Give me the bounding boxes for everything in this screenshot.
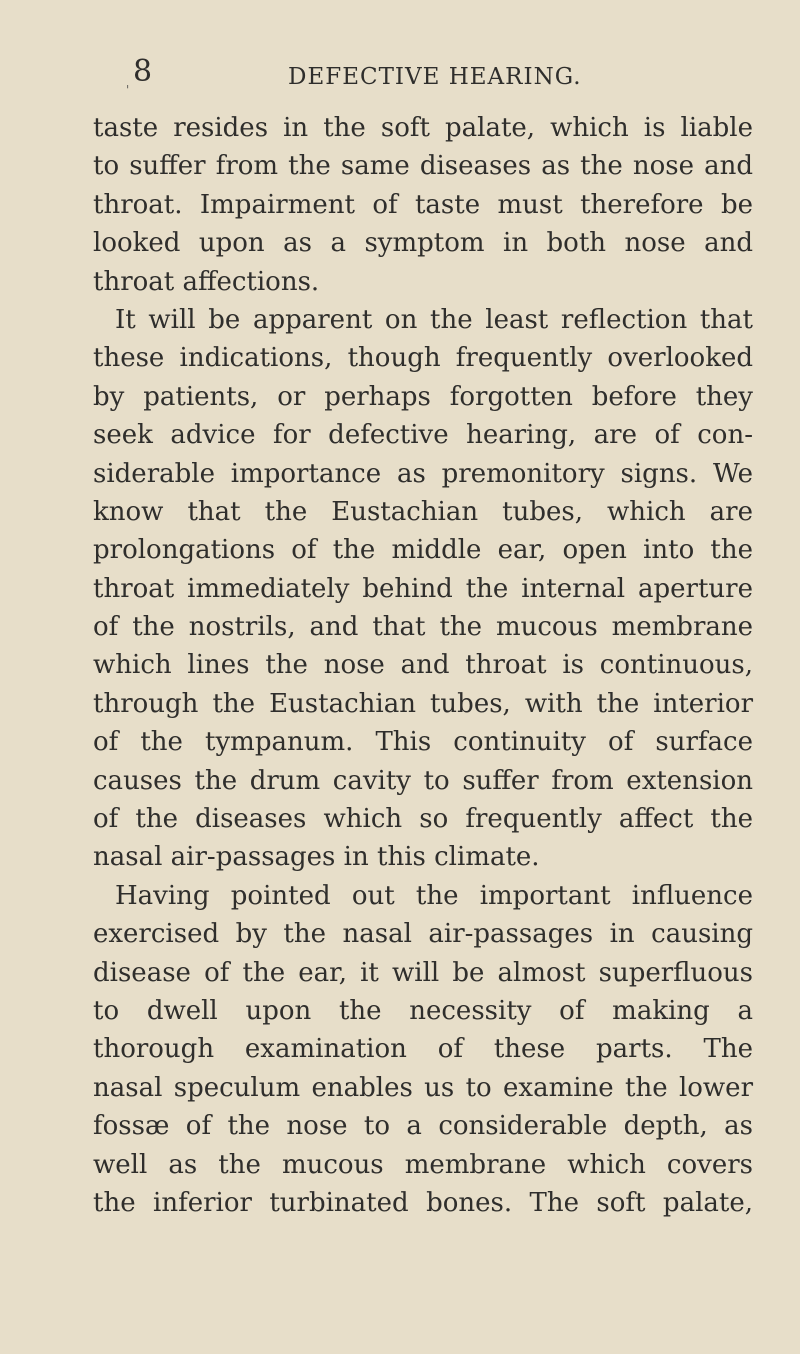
text-line: thorough examination of these parts. The bbox=[93, 1034, 753, 1065]
text-line: taste resides in the soft palate, which is liable bbox=[93, 113, 753, 143]
text-line: nasal speculum enables us to examine the lower bbox=[93, 1072, 753, 1103]
text-line: the inferior turbinated bones. The soft palate, bbox=[93, 1187, 753, 1218]
stray-print-mark: ' bbox=[126, 83, 130, 97]
text-line: throat immediately behind the internal aperture bbox=[93, 573, 753, 604]
text-line: by patients, or perhaps forgotten before they bbox=[93, 381, 753, 412]
text-line: throat. Impairment of taste must therefore be bbox=[93, 189, 753, 220]
text-line: these indications, though frequently overlooked bbox=[93, 343, 753, 374]
text-line: siderable importance as premonitory signs. We bbox=[93, 458, 753, 489]
text-line: seek advice for defective hearing, are of con- bbox=[93, 420, 753, 451]
text-line: know that the Eustachian tubes, which are bbox=[93, 496, 753, 527]
text-line: which lines the nose and throat is continuous, bbox=[93, 650, 753, 681]
text-line: throat affections. bbox=[93, 266, 320, 297]
text-line: It will be apparent on the least reflection that bbox=[115, 304, 753, 335]
text-line: Having pointed out the important influence bbox=[115, 880, 753, 911]
text-line: of the diseases which so frequently affect the bbox=[93, 804, 753, 835]
text-line: fossæ of the nose to a considerable depth, as bbox=[93, 1111, 753, 1142]
text-line: of the nostrils, and that the mucous membrane bbox=[93, 612, 753, 643]
text-line: of the tympanum. This continuity of surface bbox=[93, 727, 753, 758]
text-line: causes the drum cavity to suffer from extension bbox=[93, 765, 753, 796]
text-line: to dwell upon the necessity of making a bbox=[93, 995, 753, 1026]
text-line: exercised by the nasal air-passages in causing bbox=[93, 919, 753, 950]
text-line: well as the mucous membrane which covers bbox=[93, 1149, 753, 1180]
text-line: disease of the ear, it will be almost superfluous bbox=[93, 957, 753, 988]
body-text bbox=[93, 109, 753, 1222]
running-title: DEFECTIVE HEARING. bbox=[288, 64, 582, 90]
text-line: through the Eustachian tubes, with the interior bbox=[93, 688, 753, 719]
text-line: to suffer from the same diseases as the nose and bbox=[93, 151, 753, 182]
text-line: looked upon as a symptom in both nose and bbox=[93, 228, 753, 259]
page-number: 8 bbox=[133, 54, 153, 89]
text-line: prolongations of the middle ear, open into the bbox=[93, 535, 753, 566]
text-line: nasal air-passages in this climate. bbox=[93, 842, 540, 873]
